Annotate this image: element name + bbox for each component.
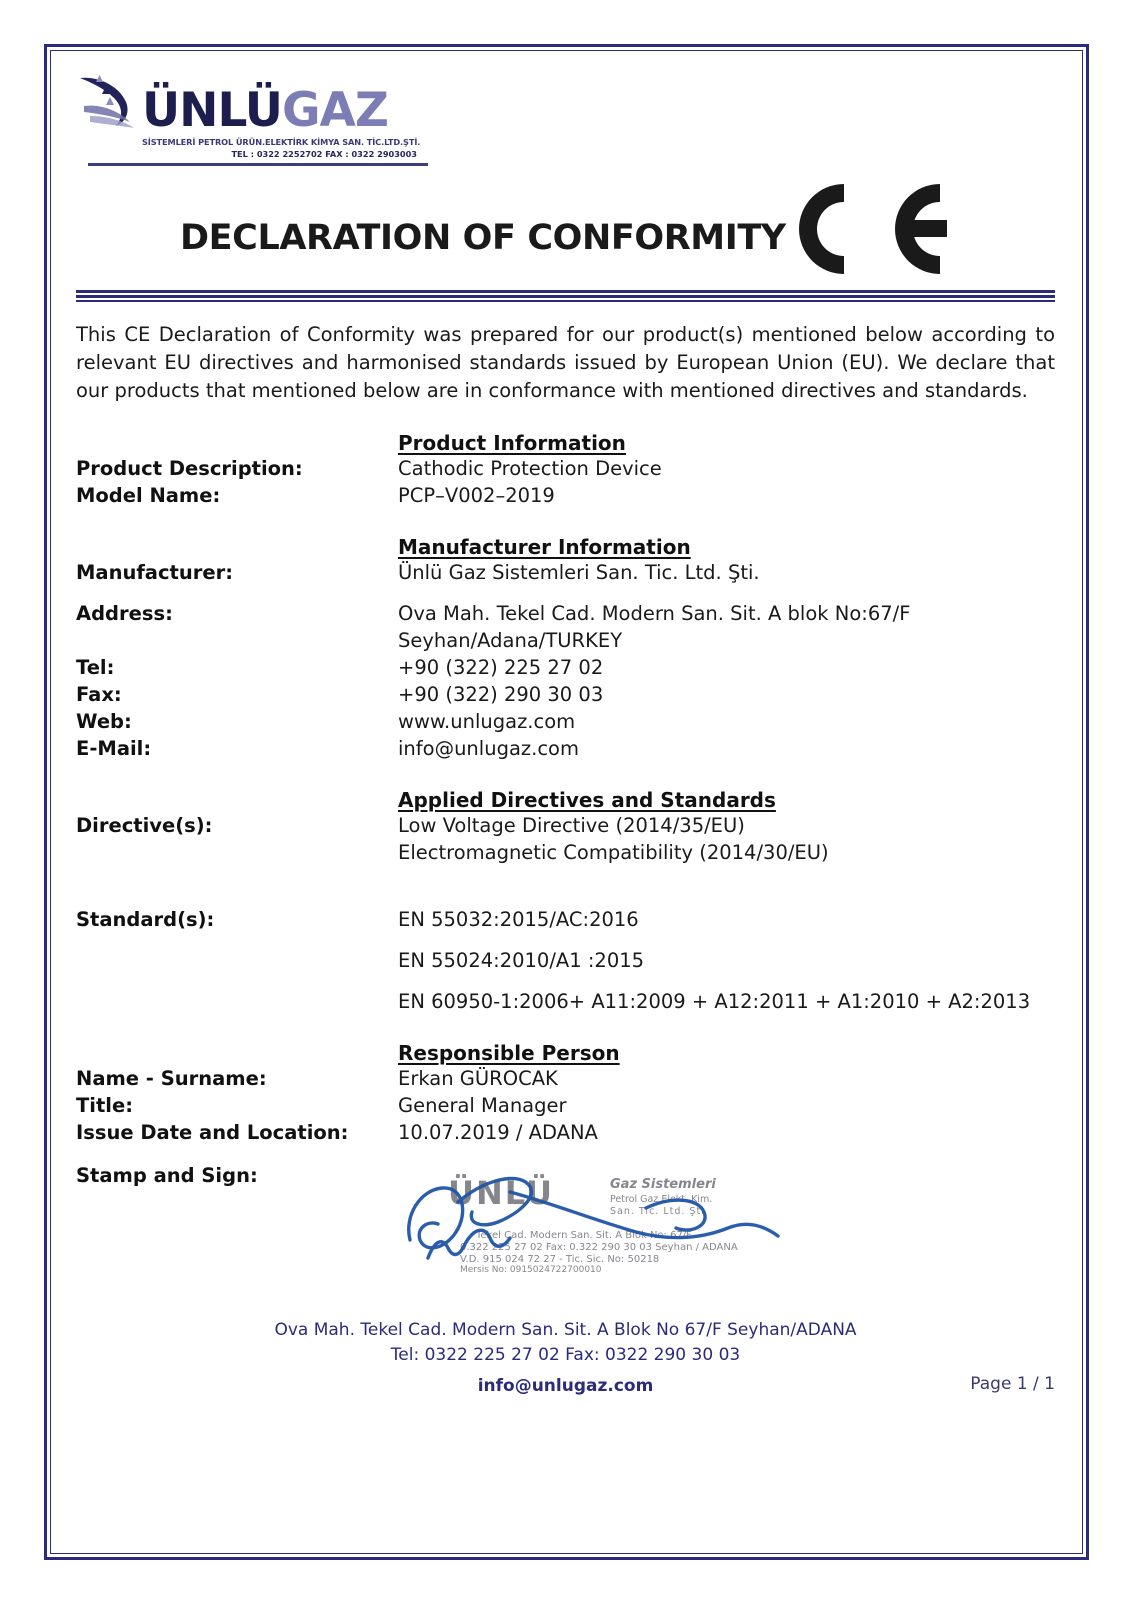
issue-date-row (76, 1119, 1055, 1146)
standards-label: Standard(s): (76, 908, 215, 931)
responsible-person-heading: Responsible Person (398, 1041, 620, 1065)
directive-value-2: Electromagnetic Compatibility (2014/30/EU) (398, 841, 829, 864)
stamp-line4: Tekel Cad. Modern San. Sit. A Blok No: 67/F (476, 1230, 692, 1241)
product-information-heading: Product Information (398, 431, 626, 455)
manufacturer-row (76, 559, 1055, 586)
address-row-line2 (76, 627, 1055, 654)
title-label: Title: (76, 1094, 134, 1117)
title-row-responsible (76, 1092, 1055, 1119)
responsible-person-section (76, 1041, 1055, 1272)
issue-date-value: 10.07.2019 / ADANA (398, 1121, 598, 1144)
tel-label: Tel: (76, 656, 115, 679)
footer-address: Ova Mah. Tekel Cad. Modern San. Sit. A Blok No 67/F Seyhan/ADANA (274, 1320, 857, 1340)
logo-word-part2: GAZ (281, 83, 388, 138)
standard-value-3: EN 60950-1:2006+ A11:2009 + A12:2011 + A1:2010 + A2:2013 (398, 990, 1031, 1013)
header-divider (76, 290, 1055, 302)
fax-value: +90 (322) 290 30 03 (398, 683, 604, 706)
logo-mark-svg (76, 64, 148, 136)
directives-row-2 (76, 839, 1055, 866)
web-value: www.unlugaz.com (398, 710, 576, 733)
product-description-row (76, 455, 1055, 482)
standards-row-3 (76, 988, 1055, 1015)
company-logo (76, 64, 436, 166)
logo-swoosh-icon (76, 64, 148, 136)
issue-date-label: Issue Date and Location: (76, 1121, 349, 1144)
product-description-label: Product Description: (76, 457, 303, 480)
stamp-and-sign-row (76, 1162, 1055, 1272)
address-value-line1: Ova Mah. Tekel Cad. Modern San. Sit. A blok No:67/F (398, 602, 911, 625)
fax-row (76, 681, 1055, 708)
model-name-value: PCP–V002–2019 (398, 484, 555, 507)
document-header (76, 58, 1055, 176)
stamp-and-sign-label: Stamp and Sign: (76, 1164, 258, 1187)
web-row (76, 708, 1055, 735)
title-value: General Manager (398, 1094, 567, 1117)
stamp-line2: Petrol Gaz Elekt. Kim. (610, 1194, 713, 1205)
ce-mark-svg (782, 174, 952, 284)
email-row (76, 735, 1055, 762)
email-value: info@unlugaz.com (398, 737, 579, 760)
name-surname-row (76, 1065, 1055, 1092)
fax-label: Fax: (76, 683, 122, 706)
address-value-line2: Seyhan/Adana/TURKEY (398, 629, 623, 652)
stamp-line5: 0.322 225 27 02 Fax: 0.322 290 30 03 Seyhan / ADANA (460, 1242, 738, 1253)
standards-row-1 (76, 906, 1055, 933)
footer-last-row (76, 1370, 1055, 1396)
applied-directives-section (76, 788, 1055, 1015)
email-label: E-Mail: (76, 737, 152, 760)
tel-row (76, 654, 1055, 681)
logo-contact-line: TEL : 0322 2252702 FAX : 0322 2903003 (231, 149, 417, 159)
product-information-section (76, 431, 1055, 509)
stamp-svg (398, 1162, 798, 1272)
directives-label: Directive(s): (76, 814, 213, 837)
footer-page-number: Page 1 / 1 (970, 1374, 1055, 1394)
applied-directives-heading: Applied Directives and Standards (398, 788, 776, 812)
document-content (76, 58, 1055, 1396)
logo-wordmark (142, 83, 388, 138)
directive-value-1: Low Voltage Directive (2014/35/EU) (398, 814, 745, 837)
model-name-label: Model Name: (76, 484, 221, 507)
company-stamp-and-signature (398, 1162, 798, 1272)
manufacturer-information-heading: Manufacturer Information (398, 535, 691, 559)
stamp-line6: V.D. 915 024 72 27 - Tic. Sic. No: 50218 (460, 1254, 660, 1265)
name-surname-value: Erkan GÜROCAK (398, 1067, 558, 1090)
standard-value-2: EN 55024:2010/A1 :2015 (398, 949, 645, 972)
name-surname-label: Name - Surname: (76, 1067, 267, 1090)
product-description-value: Cathodic Protection Device (398, 457, 662, 480)
address-label: Address: (76, 602, 173, 625)
standards-row-2 (76, 947, 1055, 974)
web-label: Web: (76, 710, 132, 733)
page-footer (76, 1318, 1055, 1396)
manufacturer-information-section (76, 535, 1055, 762)
footer-phones: Tel: 0322 225 27 02 Fax: 0322 290 30 03 (390, 1345, 741, 1365)
logo-underline-rule (88, 163, 428, 166)
address-row (76, 600, 1055, 627)
footer-email-link[interactable]: info@unlugaz.com (477, 1376, 654, 1396)
model-name-row (76, 482, 1055, 509)
logo-tagline: SİSTEMLERİ PETROL ÜRÜN.ELEKTİRK KİMYA SAN. TİC.LTD.ŞTİ. (142, 137, 421, 147)
manufacturer-value: Ünlü Gaz Sistemleri San. Tic. Ltd. Şti. (398, 561, 760, 584)
title-row (76, 178, 1055, 286)
tel-value: +90 (322) 225 27 02 (398, 656, 604, 679)
standard-value-1: EN 55032:2015/AC:2016 (398, 908, 639, 931)
stamp-company-mark: ÜNLÜ (448, 1174, 554, 1212)
stamp-line3: San. Tic. Ltd. Şti (610, 1206, 705, 1217)
stamp-line7: Mersis No: 0915024722700010 (460, 1265, 602, 1272)
stamp-line1: Gaz Sistemleri (610, 1177, 716, 1192)
ce-marking-icon (782, 174, 952, 284)
logo-word-part1: ÜNLÜ (142, 83, 282, 138)
intro-paragraph: This CE Declaration of Conformity was prepared for our product(s) mentioned below according to relevant EU directives and harmonised standards issued by European Union (EU). We declare that our products that mentioned below are in conformance with mentioned directives and standards. (76, 323, 1055, 402)
directives-row-1 (76, 812, 1055, 839)
page-title: DECLARATION OF CONFORMITY (180, 218, 786, 258)
manufacturer-label: Manufacturer: (76, 561, 233, 584)
